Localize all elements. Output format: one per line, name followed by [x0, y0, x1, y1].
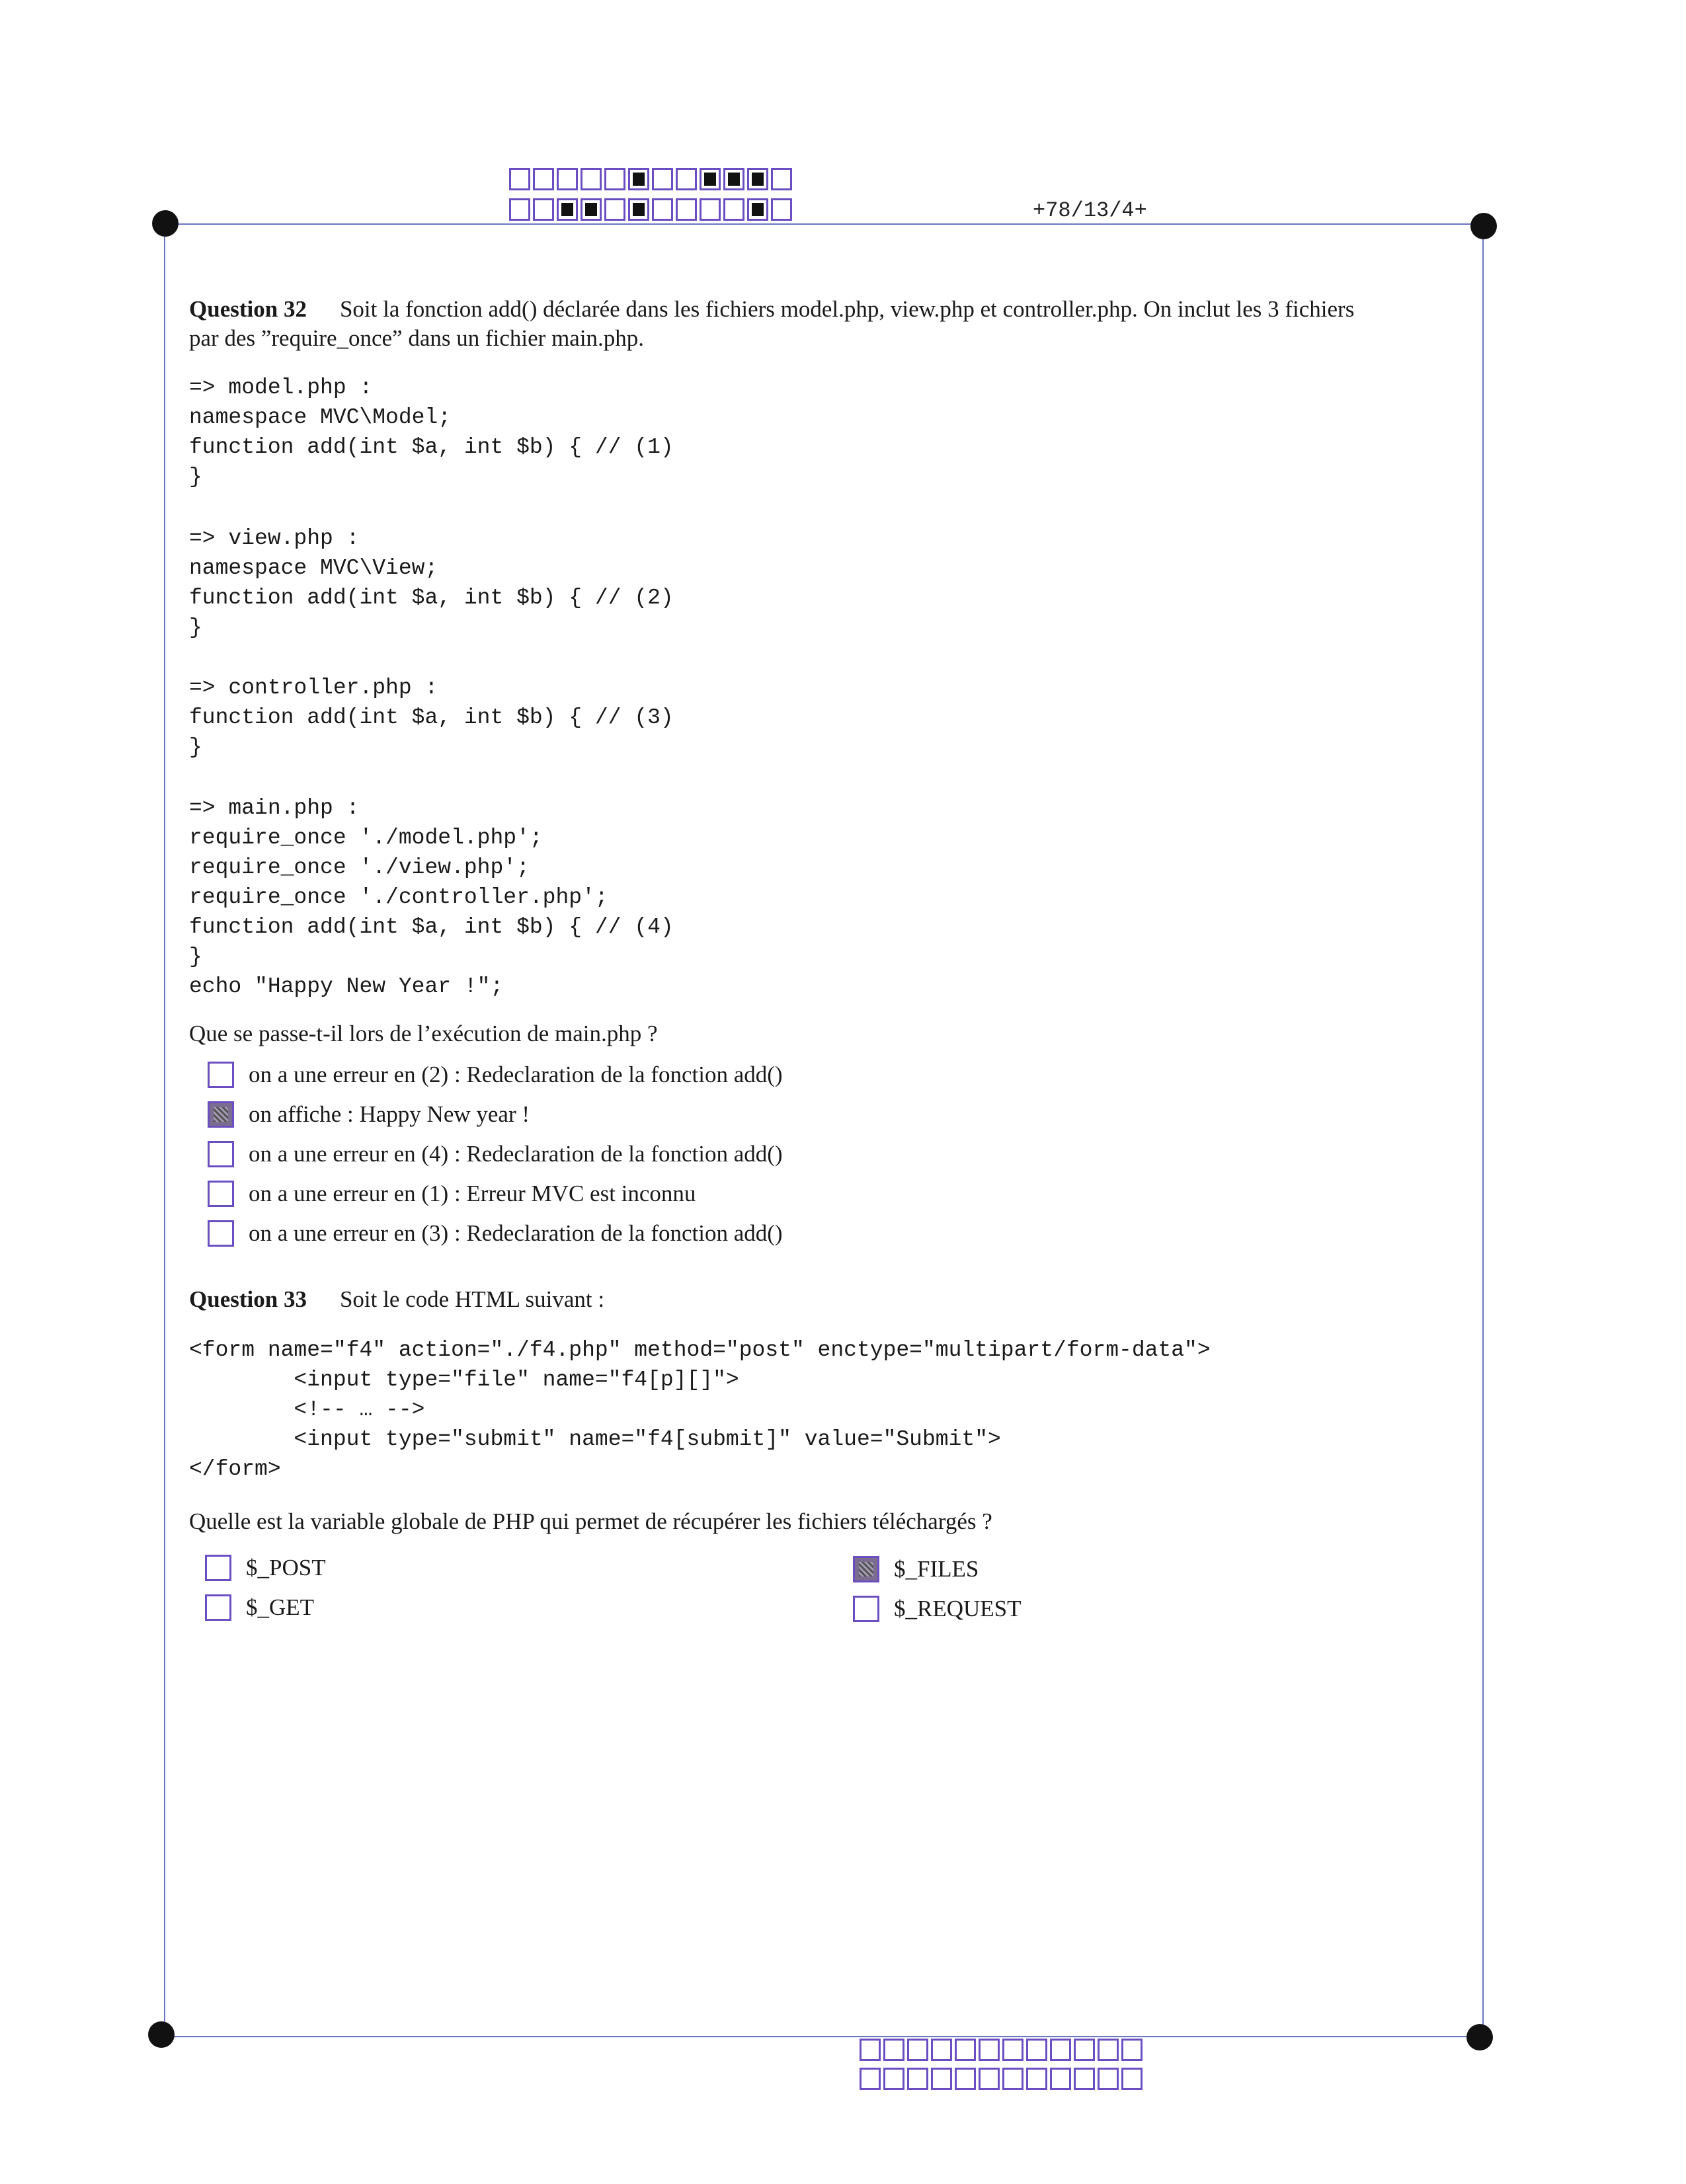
code-cell	[1121, 2039, 1143, 2061]
answer-checkbox[interactable]	[208, 1062, 234, 1088]
answer-label: $_POST	[246, 1555, 326, 1580]
corner-marker-top-right	[1470, 213, 1497, 239]
answer-label: on a une erreur en (3) : Redeclaration de la fonction add()	[249, 1220, 783, 1246]
page-id: +78/13/4+	[1033, 198, 1147, 223]
code-cell	[1026, 2039, 1047, 2061]
code-cell	[1074, 2039, 1095, 2061]
answer-option[interactable]	[208, 1141, 783, 1167]
answer-label: on a une erreur en (4) : Redeclaration de la fonction add()	[249, 1141, 783, 1167]
corner-marker-bottom-right	[1466, 2024, 1493, 2050]
code-cell	[747, 168, 768, 190]
code-cell	[676, 198, 697, 221]
answer-option[interactable]	[853, 1596, 1022, 1622]
code-cell	[747, 198, 768, 221]
code-cell	[955, 2068, 976, 2090]
corner-marker-top-left	[152, 210, 179, 237]
answer-option[interactable]	[208, 1101, 530, 1128]
answer-option[interactable]	[205, 1594, 314, 1621]
code-cell	[1050, 2039, 1071, 2061]
code-cell	[581, 168, 602, 190]
code-cell	[931, 2039, 952, 2061]
question-32-text-line2: par des ”require_once” dans un fichier main.php.	[189, 325, 645, 351]
code-cell	[907, 2068, 928, 2090]
footer-code-row-2	[860, 2068, 1145, 2090]
code-cell	[557, 168, 578, 190]
header-code-row-top	[509, 168, 795, 190]
code-cell	[700, 168, 721, 190]
answer-checkbox[interactable]	[853, 1596, 879, 1622]
code-cell	[1098, 2039, 1119, 2061]
answer-label: $_GET	[246, 1594, 315, 1620]
code-cell	[723, 168, 744, 190]
answer-checkbox[interactable]	[208, 1220, 234, 1247]
code-html-form: <form name="f4" action="./f4.php" method="post" enctype="multipart/form-data"> <input type="file" name="f4[p][]"> <!-- … --> <input type="submit" name="f4[submit]" value="Submit"> </form>	[189, 1338, 1211, 1481]
question-33-number: Question 33	[189, 1286, 307, 1312]
code-cell	[860, 2039, 881, 2061]
question-32-number: Question 32	[189, 296, 307, 322]
code-cell	[771, 198, 792, 221]
answer-label: on a une erreur en (2) : Redeclaration de la fonction add()	[249, 1062, 783, 1087]
code-cell	[931, 2068, 952, 2090]
header-code-row-bottom	[509, 198, 795, 221]
code-cell	[883, 2039, 904, 2061]
code-cell	[700, 198, 721, 221]
code-cell	[676, 168, 697, 190]
code-cell	[1002, 2039, 1024, 2061]
answer-label: on affiche : Happy New year !	[249, 1101, 530, 1127]
code-cell	[979, 2039, 1000, 2061]
code-model: => model.php : namespace MVC\Model; function add(int $a, int $b) { // (1) }	[189, 375, 674, 489]
code-cell	[604, 168, 625, 190]
answer-checkbox[interactable]	[205, 1555, 231, 1581]
code-cell	[1002, 2068, 1024, 2090]
question-33-statement	[189, 1285, 604, 1314]
question-32-statement	[189, 295, 1478, 353]
code-cell	[955, 2039, 976, 2061]
code-cell	[509, 198, 530, 221]
question-32-text-line1: Soit la fonction add() déclarée dans les fichiers model.php, view.php et controller.php. On inclut les 3 fichiers	[339, 296, 1355, 322]
code-cell	[723, 198, 744, 221]
code-cell	[652, 168, 673, 190]
code-cell	[1098, 2068, 1119, 2090]
answer-checkbox[interactable]	[208, 1141, 234, 1167]
code-cell	[1026, 2068, 1047, 2090]
answer-checkbox[interactable]	[208, 1101, 234, 1128]
answer-option[interactable]	[853, 1556, 979, 1582]
answer-option[interactable]	[208, 1062, 783, 1088]
code-cell	[1074, 2068, 1095, 2090]
code-cell	[883, 2068, 904, 2090]
answer-label: $_FILES	[894, 1556, 979, 1582]
answer-checkbox[interactable]	[205, 1594, 231, 1621]
code-cell	[652, 198, 673, 221]
code-cell	[1121, 2068, 1143, 2090]
question-32-prompt: Que se passe-t-il lors de l’exécution de main.php ?	[189, 1021, 658, 1046]
code-cell	[907, 2039, 928, 2061]
code-cell	[533, 198, 554, 221]
code-cell	[509, 168, 530, 190]
question-33-prompt: Quelle est la variable globale de PHP qui permet de récupérer les fichiers téléchargés ?	[189, 1508, 992, 1534]
code-cell	[533, 168, 554, 190]
corner-marker-bottom-left	[148, 2021, 175, 2048]
question-33-text: Soit le code HTML suivant :	[339, 1286, 605, 1312]
answer-label: on a une erreur en (1) : Erreur MVC est inconnu	[249, 1181, 696, 1206]
answer-checkbox[interactable]	[208, 1181, 234, 1207]
answer-checkbox[interactable]	[853, 1556, 879, 1582]
code-cell	[557, 198, 578, 221]
page-frame	[164, 223, 1484, 2037]
code-cell	[604, 198, 625, 221]
code-cell	[979, 2068, 1000, 2090]
code-cell	[628, 168, 649, 190]
code-controller: => controller.php : function add(int $a, int $b) { // (3) }	[189, 676, 674, 760]
answer-option[interactable]	[208, 1220, 783, 1247]
code-cell	[860, 2068, 881, 2090]
code-view: => view.php : namespace MVC\View; function add(int $a, int $b) { // (2) }	[189, 526, 674, 640]
answer-option[interactable]	[205, 1555, 326, 1581]
answer-label: $_REQUEST	[894, 1596, 1022, 1621]
code-cell	[1050, 2068, 1071, 2090]
code-cell	[581, 198, 602, 221]
code-cell	[628, 198, 649, 221]
code-main: => main.php : require_once './model.php'; require_once './view.php'; require_once './controller.php'; function add(int $a, int $b) { // (4) } echo "Happy New Year !";	[189, 796, 674, 999]
code-cell	[771, 168, 792, 190]
answer-option[interactable]	[208, 1181, 696, 1207]
footer-code-row-1	[860, 2039, 1145, 2061]
